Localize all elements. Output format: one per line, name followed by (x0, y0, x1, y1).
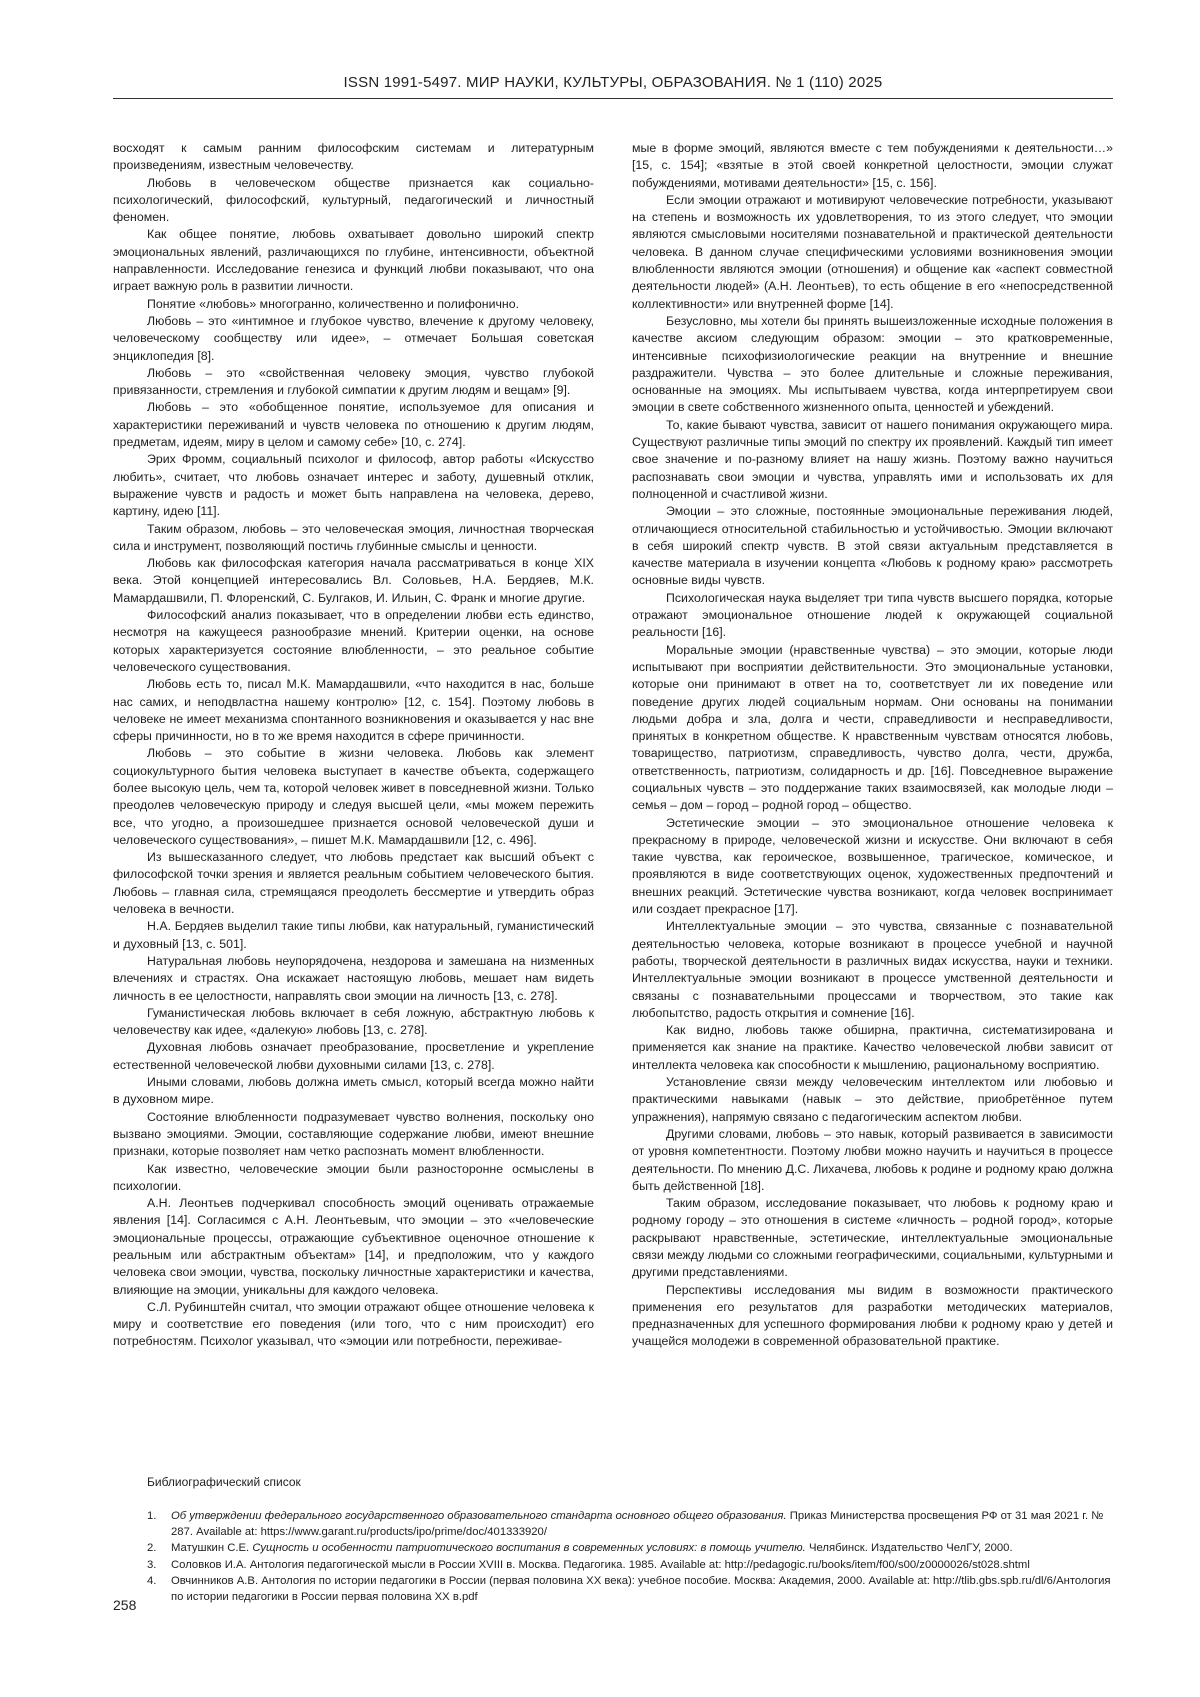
bibliography-italic-title: Об утверждении федерального государственного образовательного стандарта основного общего образования. (171, 1510, 787, 1522)
paragraph: Психологическая наука выделяет три типа чувств высшего порядка, которые отражают эмоциональное отношение людей к окружающей социальной реальности [16]. (632, 590, 1113, 640)
left-column (113, 140, 594, 1351)
paragraph: С.Л. Рубинштейн считал, что эмоции отражают общее отношение человека к миру и соответствие его поведения (или того, что с ним происходит) его потребностям. Психолог указывал, что «эмоции или потребности, переживае- (113, 1299, 594, 1349)
paragraph: Духовная любовь означает преобразование, просветление и укрепление естественной человеческой любви духовными силами [13, с. 278]. (113, 1040, 594, 1072)
paragraph: Интеллектуальные эмоции – это чувства, связанные с познавательной деятельностью человека, которые возникают в процессе учебной и научной работы, творческой деятельности в различных видах искусства, науки и техники. Интеллектуальные эмоции возникают в процессе умственной деятельности и связаны с познавательными процессами и творчеством, это такие как любопытство, радость открытия и сомнение [16]. (632, 919, 1113, 1020)
paragraph: Н.А. Бердяев выделил такие типы любви, как натуральный, гуманистический и духовный [13, с. 501]. (113, 919, 594, 951)
bibliography-item (147, 1508, 1113, 1540)
paragraph: Безусловно, мы хотели бы принять вышеизложенные исходные положения в качестве аксиом следующим образом: эмоции – это кратковременные, интенсивные психофизиологические реакции на внутренние и внешние раздражители. Чувства – это более длительные и сложные переживания, основанные на эмоциях. Мы испытываем чувства, когда интерпретируем свои эмоции в свете собственного жизненного опыта, ценностей и убеждений. (632, 313, 1113, 415)
paragraph: Другими словами, любовь – это навык, который развивается в зависимости от уровня компетентности. Поэтому любви можно научить и научиться в процессе деятельности. По мнению Д.С. Лихачева, любовь к родине и родному краю должна быть действенной [18]. (632, 1126, 1113, 1193)
bibliography-text: Овчинников А.В. Антология по истории педагогики в России (первая половина XX века): учебное пособие. Москва: Академия, 2000. Available at: http://tlib.gbs.spb.ru/dl/6/Антология по истории педагогики в России первая половина XX в.pdf (171, 1574, 1111, 1604)
paragraph: Любовь – это событие в жизни человека. Любовь как элемент социокультурного бытия человека выступает в качестве объекта, содержащего более высокую цель, чем та, которой человек живет в повседневной жизни. Только преодолев человеческую природу и следуя высшей цели, «мы можем пережить все, что угодно, а произошедшее признается основой человеческой души и человеческого существования», – пишет М.К. Мамардашвили [12, с. 496]. (113, 746, 594, 847)
paragraph: Понятие «любовь» многогранно, количественно и полифонично. (147, 296, 520, 311)
paragraph: Любовь – это «интимное и глубокое чувство, влечение к другому человеку, человеческому сообществу или идее», – отмечает Большая советская энциклопедия [8]. (113, 313, 594, 363)
paragraph: Моральные эмоции (нравственные чувства) – это эмоции, которые люди испытывают при восприятии действительности. Это эмоциональные установки, которые они принимают в ответ на то, соответствует ли их поведение или поведение других людей социальным нормам. Они основаны на понимании людьми добра и зла, долга и чести, справедливости и несправедливости, принятых в конкретном обществе. К нравственным чувствам относятся любовь, товарищество, патриотизм, справедливость, чувство долга, чести, дружба, ответственность, патриотизм, солидарность и др. [16]. Повседневное выражение социальных чувств – это поддержание таких взаимосвязей, как молодые люди – семья – дом – город – родной город – общество. (632, 642, 1113, 813)
bibliography-item (147, 1540, 1113, 1556)
paragraph: Эстетические эмоции – это эмоциональное отношение человека к прекрасному в природе, человеческой жизни и искусстве. Они включают в себя такие чувства, как героическое, возвышенное, трагическое, комическое, и проявляются в виде соответствующих оценок, художественных предпочтений и внешних реакций. Эстетические чувства возникают, когда человек воспринимает или создает прекрасное [17]. (632, 815, 1113, 917)
paragraph: Таким образом, исследование показывает, что любовь к родному краю и родному городу – это отношения в системе «личность – родной город», которые раскрывают нравственные, эстетические, интеллектуальные эмоциональные связи между людьми со сложными географическими, социальными, культурными и другими представлениями. (632, 1196, 1113, 1280)
bibliography-text: Челябинск. Издательство ЧелГУ, 2000. (805, 1542, 1013, 1555)
paragraph: Философский анализ показывает, что в определении любви есть единство, несмотря на кажущееся разнообразие мнений. Критерии оценки, на основе которых характеризуется состояние влюбленности, – это реальное событие человеческого существования. (113, 608, 594, 674)
bibliography-number: 1. (147, 1510, 157, 1522)
paragraph: мые в форме эмоций, являются вместе с тем побуждениями к деятельности…» [15, с. 154]; «взятые в этой своей конкретной целостности, эмоции служат побуждениями, мотивами деятельности» [15, с. 156]. (632, 141, 1113, 190)
paragraph: Любовь как философская категория начала рассматриваться в конце XIX века. Этой концепцией интересовались Вл. Соловьев, Н.А. Бердяев, М.К. Мамардашвили, П. Флоренский, С. Булгаков, И. Ильин, С. Франк и многие другие. (113, 556, 594, 605)
paragraph: Эмоции – это сложные, постоянные эмоциональные переживания людей, отличающиеся относительной стабильностью и устойчивостью. Эмоции включают в себя широкий спектр чувств. В этой связи актуальным представляется в качестве материала в изучении концепта «Любовь к родному краю» рассмотреть основные виды чувств. (632, 504, 1113, 588)
paragraph: Как видно, любовь также обширна, практична, систематизирована и применяется как знание на практике. Качество человеческой любви зависит от интеллекта человека как способности к мышлению, рациональному восприятию. (632, 1023, 1113, 1072)
right-column (632, 140, 1113, 1351)
paragraph: Гуманистическая любовь включает в себя ложную, абстрактную любовь к человечеству как идее, «далекую» любовь [13, с. 278]. (113, 1005, 594, 1038)
paragraph: Любовь – это «свойственная человеку эмоция, чувство глубокой привязанности, стремления и глубокой симпатии к другим людям и вещам» [9]. (113, 365, 594, 398)
running-header: ISSN 1991-5497. МИР НАУКИ, КУЛЬТУРЫ, ОБРАЗОВАНИЯ. № 1 (110) 2025 (343, 74, 883, 91)
paragraph: Любовь – это «обобщенное понятие, используемое для описания и характеристики переживаний и чувств человека по отношению к другим людям, предметам, идеям, миру в целом и самому себе» [10, с. 274]. (113, 400, 594, 450)
paragraph: Из вышесказанного следует, что любовь предстает как высший объект с философской точки зрения и является реальным событием человеческого бытия. Любовь – главная сила, стремящаяся преодолеть бессмертие и утвердить образ человека в вечности. (113, 850, 594, 917)
bibliography-italic-title: Сущность и особенности патриотического воспитания в современных условиях: в помощь учителю. (252, 1542, 806, 1555)
paragraph: Любовь в человеческом обществе признается как социально-психологический, философский, культурный, педагогический и личностный феномен. (113, 175, 594, 225)
paragraph: А.Н. Леонтьев подчеркивал способность эмоций оценивать отражаемые явления [14]. Согласимся с А.Н. Леонтьевым, что эмоции – это «человеческие эмоциональные процессы, отражающие субъективное оценочное отношение к реальным или абстрактным объектам» [14], и предположим, что у каждого человека свои эмоции, чувства, поскольку личностные характеристики и качества, влияющие на эмоции, уникальны для каждого человека. (113, 1196, 594, 1297)
article-body (113, 140, 1113, 1440)
paragraph: Состояние влюбленности подразумевает чувство волнения, поскольку оно вызвано эмоциями. Эмоции, составляющие содержание любви, имеют внешние признаки, которые позволяет нам четко распознать момент влюбленности. (113, 1109, 594, 1159)
bibliography-title: Библиографический список (147, 1475, 301, 1489)
paragraph: Эрих Фромм, социальный психолог и философ, автор работы «Искусство любить», считает, что любовь означает интерес и заботу, душевный отклик, выражение чувств и радость и может быть направлена на человека, дерево, картину, идею [11]. (113, 452, 594, 519)
bibliography-item (147, 1573, 1113, 1605)
paragraph: Как известно, человеческие эмоции были разносторонне осмыслены в психологии. (113, 1161, 594, 1193)
paragraph: Установление связи между человеческим интеллектом или любовью и практическими навыками (навык – это действие, приобретённое путем упражнения), напрямую связано с педагогическим аспектом любви. (632, 1075, 1113, 1124)
bibliography-item (147, 1557, 1113, 1573)
page-number: 258 (113, 1597, 137, 1613)
paragraph: Как общее понятие, любовь охватывает довольно широкий спектр эмоциональных явлений, различающихся по глубине, интенсивности, объектной направленности. Исследование генезиса и функций любви показывают, что она играет важную роль в развитии личности. (113, 227, 594, 294)
bibliography-list (147, 1508, 1113, 1605)
bibliography-number: 4. (147, 1574, 157, 1587)
paragraph: Таким образом, любовь – это человеческая эмоция, личностная творческая сила и инструмент, позволяющий постичь глубинные смыслы и ценности. (113, 521, 594, 553)
bibliography-text: Приказ Министерства просвещения РФ от 31 мая 2021 г. № 287. Available at: https://www.garant.ru/products/ipo/prime/doc/401333920/ (171, 1510, 1104, 1539)
bibliography-author: Матушкин С.Е. (171, 1542, 253, 1555)
paragraph: Любовь есть то, писал М.К. Мамардашвили, «что находится в нас, больше нас самих, и неподвластна нашему контролю» [12, с. 154]. Поэтому любовь в человеке не имеет механизма спонтанного возникновения и оказывается у нас вне сферы причинности, но в то же время находится в сфере причинности. (113, 677, 594, 744)
paragraph: Если эмоции отражают и мотивируют человеческие потребности, указывают на степень и возможность их удовлетворения, то из этого следует, что эмоции являются смысловыми носителями познавательной и практической деятельности человека. В данном случае специфическими условиями возникновения эмоции влюбленности являются эмоции (отношения) и общение как «аспект совместной деятельности людей» (А.Н. Леонтьев), то есть общение в его «непосредственной коллективности» или внутренней форме [14]. (632, 192, 1113, 311)
paragraph: То, какие бывают чувства, зависит от нашего понимания окружающего мира. Существуют различные типы эмоций по спектру их проявлений. Каждый тип имеет свое значение и по-разному влияет на нашу жизнь. Поэтому важно научиться распознавать свои эмоции и чувства, управлять ими и использовать их для полноценной и счастливой жизни. (632, 417, 1113, 501)
paragraph: Иными словами, любовь должна иметь смысл, который всегда можно найти в духовном мире. (113, 1075, 594, 1107)
bibliography-number: 2. (147, 1542, 157, 1555)
bibliography-number: 3. (147, 1558, 157, 1571)
bibliography-text: Соловков И.А. Антология педагогической мысли в России XVIII в. Москва. Педагогика. 1985. Available at: http://pedagogic.ru/books/item/f00/s00/z0000026/st028.shtml (171, 1558, 1030, 1571)
paragraph: восходят к самым ранним философским системам и литературным произведениям, известным человечеству. (113, 141, 594, 173)
paragraph: Натуральная любовь неупорядочена, нездорова и замешана на низменных влечениях и страстях. Она искажает настоящую любовь, мешает нам видеть личность в ее целостности, направлять свои эмоции на личность [13, с. 278]. (113, 953, 594, 1003)
header-divider (113, 98, 1113, 99)
paragraph: Перспективы исследования мы видим в возможности практического применения его результатов для разработки методических материалов, предназначенных для успешного формирования любви к родному краю у детей и учащейся молодежи в современной образовательной практике. (632, 1282, 1113, 1349)
